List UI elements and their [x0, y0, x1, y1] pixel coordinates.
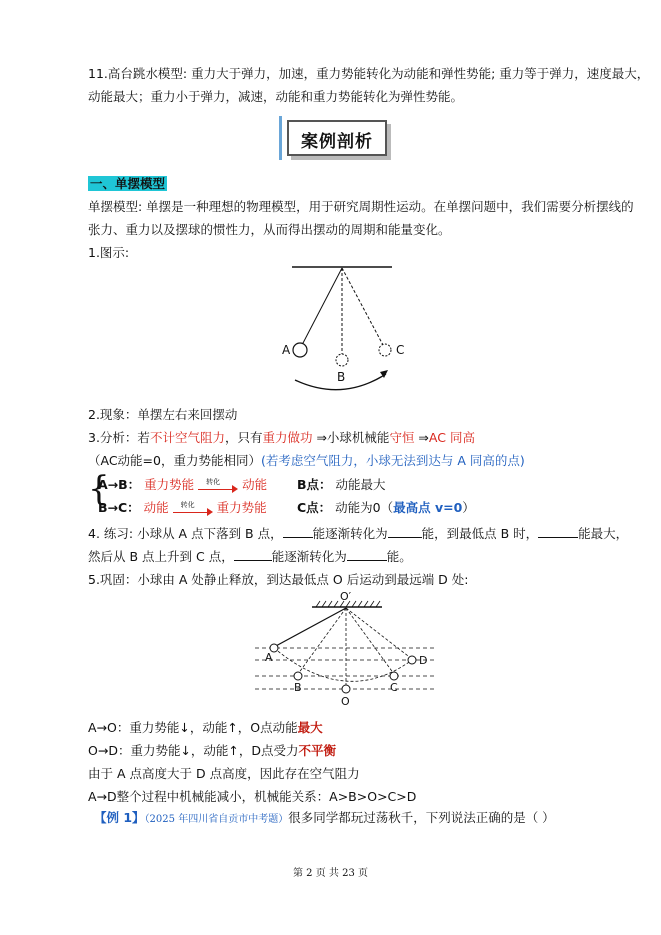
ab-to: 动能: [242, 477, 268, 492]
practice-line2b: 能逐渐转化为: [271, 549, 347, 564]
ab-from: 重力势能: [144, 477, 195, 492]
section-title-box: [287, 120, 387, 156]
label-o-prime: O′: [340, 590, 352, 603]
practice-p3: 能，到最低点 B 时，: [421, 526, 539, 541]
analysis-result: AC 同高: [428, 430, 475, 445]
string-solid: [274, 608, 346, 647]
practice-p4: 能最大，: [578, 526, 629, 541]
ball-a: [293, 343, 307, 357]
practice-line-2: [88, 547, 412, 565]
blank-1[interactable]: [283, 526, 313, 538]
title-stripe: [279, 116, 282, 160]
conclusion-2: [88, 741, 336, 759]
ab-point-desc: 动能最大: [335, 477, 386, 492]
note-black: （AC动能=0，重力势能相同）: [88, 453, 261, 468]
bc-point-blue: 最高点 v=0: [393, 500, 463, 515]
phenomenon: 2.现象：单摆左右来回摆动: [88, 407, 238, 422]
conclusion-4: A→D整个过程中机械能减小，机械能关系：A>B>O>C>D: [88, 789, 417, 804]
example-line: [94, 808, 555, 826]
practice-line2c: 能。: [386, 549, 412, 564]
practice-line-1: [88, 524, 628, 542]
analysis-mid: ，只有: [224, 430, 263, 445]
label-b: B: [337, 370, 346, 384]
note-blue: (若考虑空气阻力，小球无法到达与 A 同高的点): [261, 453, 525, 468]
conclusion-3: 由于 A 点高度大于 D 点高度，因此存在空气阻力: [88, 766, 360, 781]
label-a2: A: [265, 651, 273, 664]
definition-line-2: 张力、重力以及摆球的惯性力，从而得出摆动的周期和能量变化。: [88, 222, 451, 237]
brace: {: [88, 469, 110, 509]
string-b2: [298, 608, 346, 674]
intro-line-1: 11.高台跳水模型: 重力大于弹力，加速，重力势能转化为动能和弹性势能; 重力等于弹力，速度最大，: [88, 66, 650, 81]
ball-o2: [342, 685, 350, 693]
section-title: 案例剖析: [301, 132, 373, 152]
label-c: C: [396, 343, 405, 357]
c2-bold: 不平衡: [298, 743, 337, 758]
pendulum-figure-2: [250, 590, 440, 710]
bc-point-close: ）: [462, 500, 475, 515]
string-c2: [346, 608, 394, 674]
blank-4[interactable]: [234, 549, 272, 561]
analysis-conserve: 守恒: [389, 430, 415, 445]
label-b2: B: [294, 681, 302, 694]
bc-to: 重力势能: [216, 500, 267, 515]
analysis-line: [88, 428, 475, 446]
bc-arrow: [173, 500, 213, 514]
example-text: 很多同学都玩过荡秋千，下列说法正确的是（ ）: [288, 810, 555, 825]
figure-label: 1.图示:: [88, 245, 130, 260]
bc-row: [98, 498, 267, 516]
ab-arrow-text: 转化: [206, 477, 221, 486]
ball-d2: [408, 656, 416, 664]
analysis-note: [88, 451, 525, 469]
blank-3[interactable]: [538, 526, 578, 538]
ball-c2: [390, 672, 398, 680]
ab-row: [98, 475, 267, 493]
example-source: （2025 年四川省自贡市中考题）: [144, 814, 289, 825]
string-a: [302, 268, 342, 345]
intro-line-2: 动能最大；重力小于弹力，减速，动能和重力势能转化为弹性势能。: [88, 89, 464, 104]
heading-text: 一、单摆模型: [90, 176, 166, 191]
definition-line-1: 单摆模型: 单摆是一种理想的物理模型，用于研究周期性运动。在单摆问题中，我们需要分析摆线的: [88, 199, 634, 214]
bc-point-label: C点：: [297, 500, 332, 515]
bc-point: [297, 498, 475, 516]
analysis-arrow2: ⇒: [414, 430, 429, 445]
analysis-prefix: 3.分析：若: [88, 430, 150, 445]
ab-point-label: B点：: [297, 477, 332, 492]
c1-text: A→O：重力势能↓，动能↑，O点动能: [88, 720, 298, 735]
analysis-only: 重力做功: [262, 430, 313, 445]
analysis-arrow1: ⇒小球机械能: [312, 430, 390, 445]
blank-2[interactable]: [388, 526, 422, 538]
ab-label: A→B：: [98, 477, 141, 492]
string-d2: [346, 608, 412, 659]
consolidate: 5.巩固：小球由 A 处静止释放，到达最低点 O 后运动到最远端 D 处:: [88, 572, 469, 587]
blank-5[interactable]: [347, 549, 387, 561]
ball-c: [379, 344, 391, 356]
label-c2: C: [390, 681, 398, 694]
ball-b: [336, 354, 348, 366]
example-tag: 【例 1】: [94, 810, 145, 825]
ab-point: [297, 475, 386, 493]
bc-point-desc: 动能为0（: [335, 500, 394, 515]
bc-from: 动能: [143, 500, 169, 515]
practice-p2: 能逐渐转化为: [312, 526, 388, 541]
bc-label: B→C：: [98, 500, 140, 515]
heading: [88, 174, 167, 192]
label-a: A: [282, 343, 291, 357]
page-footer: 第 2 页 共 23 页: [293, 868, 368, 879]
string-c: [342, 268, 383, 345]
analysis-cond: 不计空气阻力: [149, 430, 225, 445]
ball-b2: [294, 672, 302, 680]
c1-bold: 最大: [297, 720, 323, 735]
bc-arrow-text: 转化: [180, 500, 195, 509]
practice-p1: 4. 练习: 小球从 A 点下落到 B 点，: [88, 526, 283, 541]
c2-text: O→D：重力势能↓，动能↑，D点受力: [88, 743, 299, 758]
conclusion-1: [88, 718, 323, 736]
practice-line2a: 然后从 B 点上升到 C 点，: [88, 549, 234, 564]
ab-arrow: [198, 477, 238, 491]
label-d2: D: [419, 654, 428, 667]
label-o2: O: [341, 695, 350, 708]
